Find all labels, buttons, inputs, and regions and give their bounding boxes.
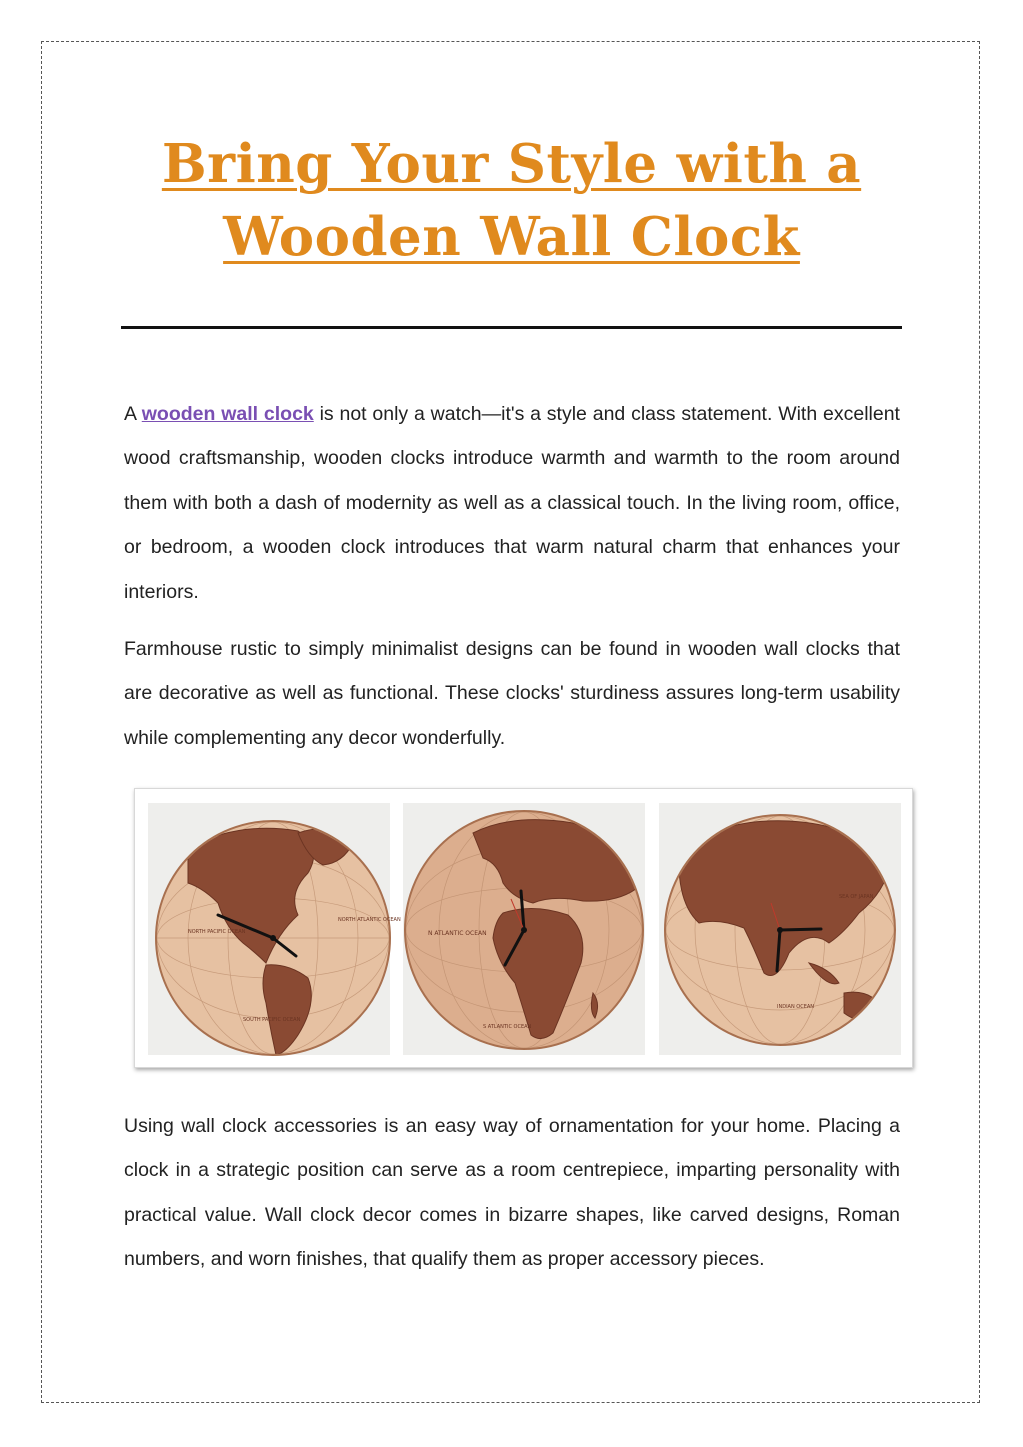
clock-label: N ATLANTIC OCEAN (428, 930, 487, 937)
paragraph-intro (124, 392, 900, 614)
clock-photo-asia (659, 803, 901, 1055)
clock-photo-americas (148, 803, 401, 1055)
paragraph-designs: Farmhouse rustic to simply minimalist designs can be found in wooden wall clocks that are decorative as well as functional. These clocks' sturdiness assures long-term usability while complementing any decor wonderfully. (124, 638, 900, 749)
intro-text-rest: is not only a watch—it's a style and class statement. With excellent wood craftsmanship, wooden clocks introduce warmth and warmth to the room around them with both a dash of modernity as well as a classical touch. In the living room, office, or bedroom, a wooden clock introduces that warm natural charm that enhances your interiors. (124, 403, 900, 603)
title-divider (121, 326, 902, 329)
clock-label: INDIAN OCEAN (777, 1004, 815, 1010)
clock-label: SEA OF JAPAN (839, 894, 874, 900)
clock-photo-europe-africa (403, 803, 645, 1055)
clock-label: NORTH PACIFIC OCEAN (188, 929, 246, 935)
intro-text-start: A (124, 403, 142, 425)
clock-photo (134, 788, 913, 1068)
clock-label: SOUTH PACIFIC OCEAN (243, 1017, 301, 1023)
clock-label: NORTH ATLANTIC OCEAN (338, 917, 401, 923)
page-title: Bring Your Style with a Wooden Wall Clock (161, 133, 862, 268)
paragraph-accessories: Using wall clock accessories is an easy way of ornamentation for your home. Placing a clock in a strategic position can serve as a room centrepiece, imparting personality with practical value. Wall clock decor comes in bizarre shapes, like carved designs, Roman numbers, and worn finishes, that qualify them as proper accessory pieces. (124, 1115, 900, 1271)
clock-label: S ATLANTIC OCEAN (483, 1024, 532, 1030)
wooden-wall-clock-link[interactable]: wooden wall clock (141, 403, 314, 425)
